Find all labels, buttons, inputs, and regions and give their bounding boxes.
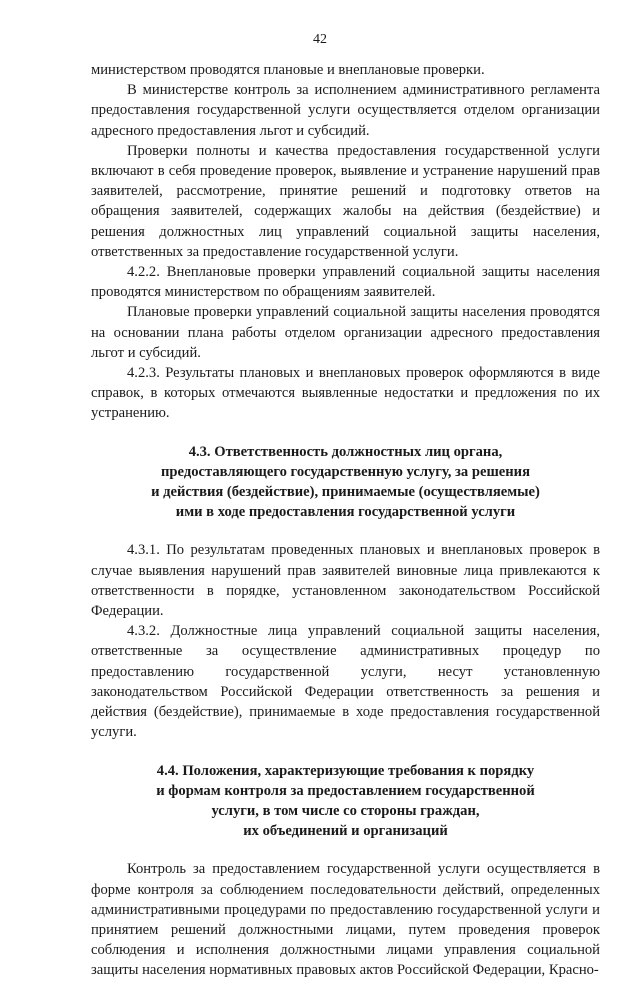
paragraph-planned-checks: Плановые проверки управлений социальной защиты населения проводятся на основании плана работы отделом организации адресного предоставления льгот и субсидий. xyxy=(91,304,600,361)
document-body xyxy=(91,60,600,981)
paragraph-4-2-2: 4.2.2. Внеплановые проверки управлений социальной защиты населения проводятся министерством по обращениям заявителей. xyxy=(91,264,600,301)
section-heading-4-4 xyxy=(91,761,600,842)
heading-line: услуги, в том числе со стороны граждан, xyxy=(211,802,480,819)
heading-line: их объединений и организаций xyxy=(243,823,448,840)
paragraph-4-2-3: 4.2.3. Результаты плановых и внеплановых проверок оформляются в виде справок, в которых отмечаются выявленные недостатки и предложения по их устранению. xyxy=(91,365,600,422)
heading-line: 4.3. Ответственность должностных лиц органа, xyxy=(188,443,503,460)
section-heading-4-3 xyxy=(91,442,600,523)
paragraph-4-3-1: 4.3.1. По результатам проведенных плановых и внеплановых проверок в случае выявления нарушений прав заявителей виновные лица привлекаются к ответственности в порядке, установленном законодательством Российской Федерации. xyxy=(91,542,600,620)
heading-line: ими в ходе предоставления государственной услуги xyxy=(175,504,516,521)
page-number: 42 xyxy=(313,32,327,47)
heading-line: предоставляющего государственную услугу, за решения xyxy=(161,463,530,480)
paragraph-4-3-2: 4.3.2. Должностные лица управлений социальной защиты населения, ответственные за осуществление административных процедур по предоставлению государственной услуги, несут установленную законодательством Российской Федерации ответственность за решения и действия (бездействие), принимаемые в ходе предоставления государственной услуги. xyxy=(91,623,600,741)
heading-line: и формам контроля за предоставлением государственной xyxy=(156,782,535,799)
paragraph-control-form: Контроль за предоставлением государственной услуги осуществляется в форме контроля за соблюдением последовательности действий, определенных административными процедурами по предоставлению государственной услуги и принятием решений должностными лицами, путем проведения проверок соблюдения и исполнения должностными лицами управления социальной защиты населения нормативных правовых актов Российской Федерации, Красно- xyxy=(91,861,600,979)
heading-line: 4.4. Положения, характеризующие требования к порядку xyxy=(156,762,535,779)
heading-line: и действия (бездействие), принимаемые (осуществляемые) xyxy=(151,484,540,501)
paragraph-checks-scope: Проверки полноты и качества предоставления государственной услуги включают в себя проведение проверок, выявление и устранение нарушений прав заявителей, рассмотрение, принятие решений и подготовку ответов на обращения заявителей, содержащих жалобы на действия (бездействие) и решения должностных лиц управлений социальной защиты населения, ответственных за предоставление государственной услуги. xyxy=(91,142,600,260)
paragraph-continuation: министерством проводятся плановые и внеплановые проверки. xyxy=(91,62,485,78)
paragraph-ministry-control: В министерстве контроль за исполнением административного регламента предоставления государственной услуги осуществляется отделом организации адресного предоставления льгот и субсидий. xyxy=(91,82,600,139)
